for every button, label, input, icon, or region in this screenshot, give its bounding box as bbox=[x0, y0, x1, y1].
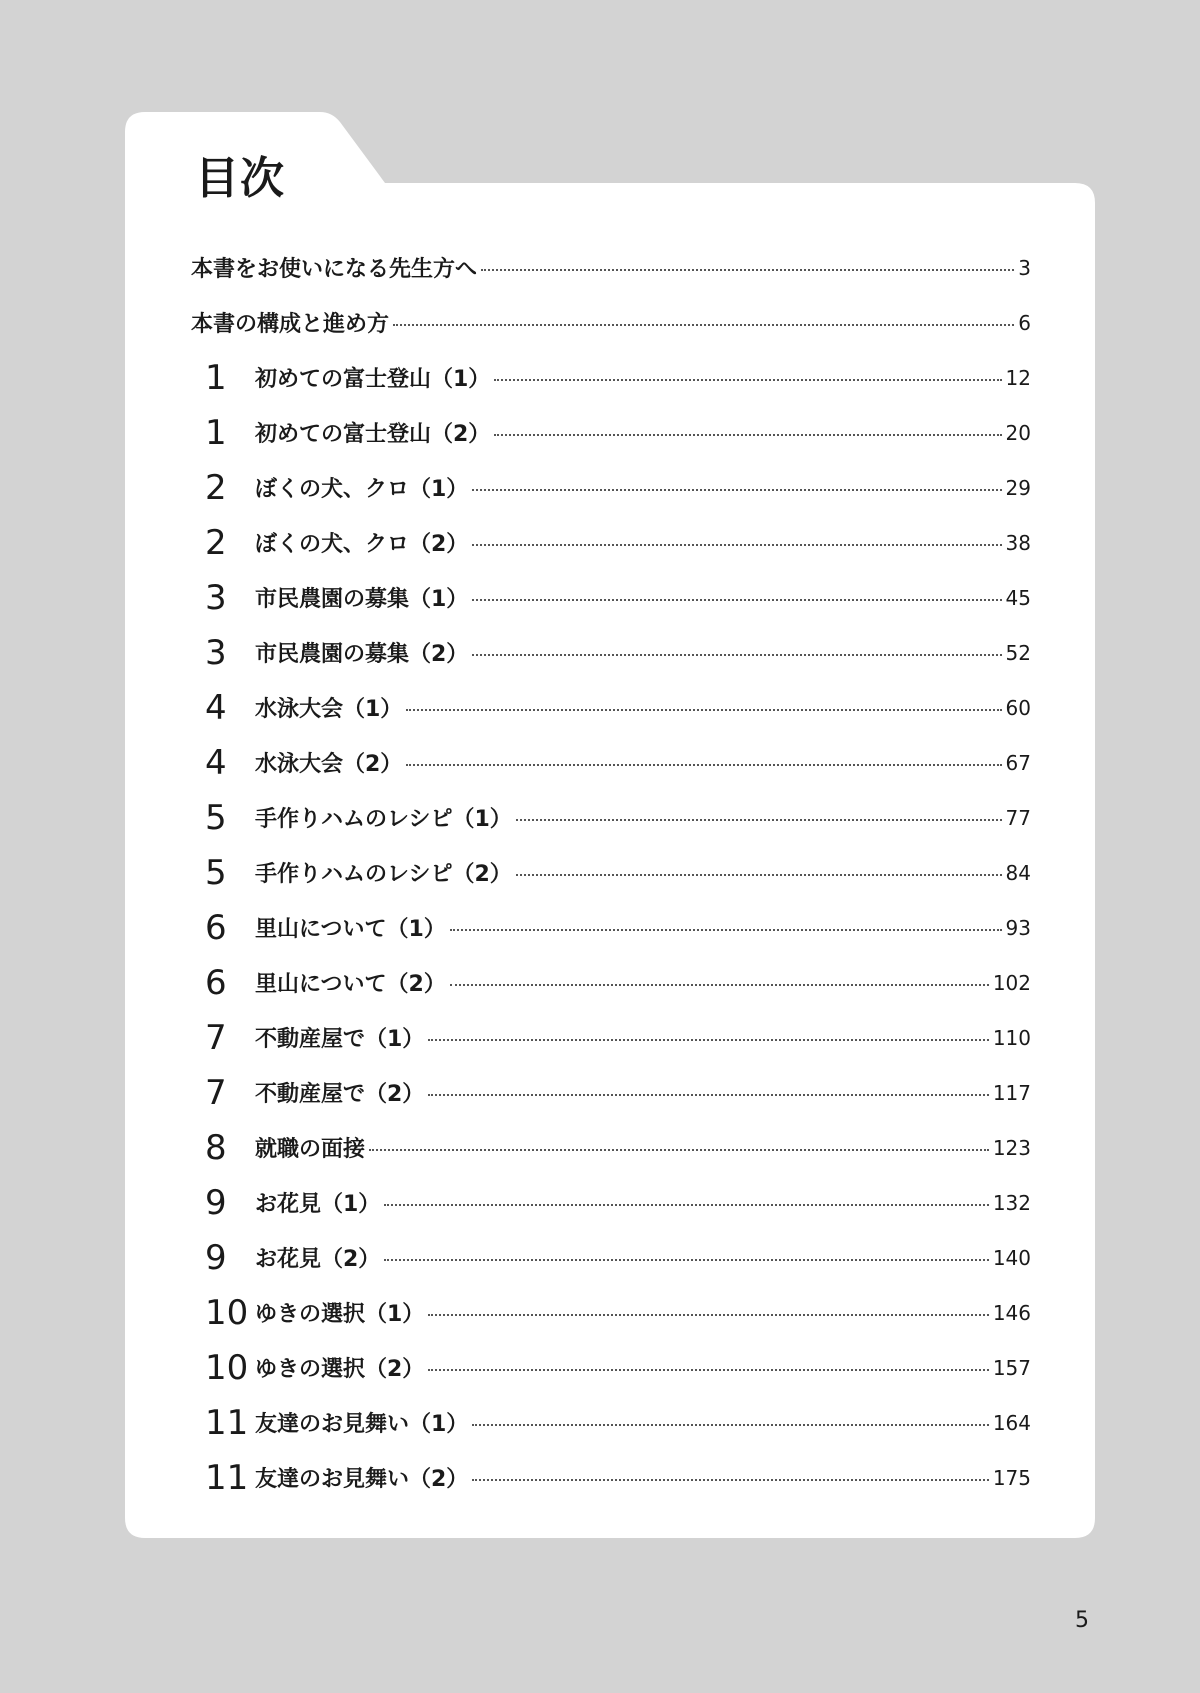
entry-title: 友達のお見舞い（1） bbox=[255, 1412, 469, 1437]
entry-title: 水泳大会（1） bbox=[255, 697, 403, 722]
entry-title: 本書をお使いになる先生方へ bbox=[191, 257, 478, 282]
entry-page-number: 20 bbox=[1005, 420, 1031, 445]
entry-title: 水泳大会（2） bbox=[255, 752, 403, 777]
entry-page-number: 3 bbox=[1018, 255, 1031, 280]
toc-entry[interactable] bbox=[191, 570, 1031, 625]
entry-page-number: 45 bbox=[1005, 585, 1031, 610]
toc-entry[interactable] bbox=[191, 1065, 1031, 1120]
lesson-number: 4 bbox=[205, 742, 227, 783]
dotted-leader bbox=[384, 1259, 989, 1261]
entry-page-number: 67 bbox=[1005, 750, 1031, 775]
lesson-number: 3 bbox=[205, 577, 227, 618]
toc-entry[interactable] bbox=[191, 625, 1031, 680]
lesson-number: 1 bbox=[205, 357, 227, 398]
lesson-number: 5 bbox=[205, 797, 227, 838]
entry-page-number: 29 bbox=[1005, 475, 1031, 500]
entry-title: 里山について（2） bbox=[255, 972, 446, 997]
entry-title: ゆきの選択（1） bbox=[255, 1302, 425, 1327]
entry-title: 初めての富士登山（1） bbox=[255, 367, 491, 392]
toc-entry[interactable] bbox=[191, 1395, 1031, 1450]
entry-title: 友達のお見舞い（2） bbox=[255, 1467, 469, 1492]
toc-entry[interactable] bbox=[191, 1010, 1031, 1065]
toc-entry[interactable] bbox=[191, 1450, 1031, 1505]
toc-entry[interactable] bbox=[191, 405, 1031, 460]
entry-page-number: 102 bbox=[992, 970, 1031, 995]
entry-title: お花見（1） bbox=[255, 1192, 381, 1217]
lesson-number: 8 bbox=[205, 1127, 227, 1168]
lesson-number: 2 bbox=[205, 522, 227, 563]
entry-page-number: 123 bbox=[992, 1135, 1031, 1160]
dotted-leader bbox=[472, 599, 1001, 601]
toc-entry[interactable] bbox=[191, 735, 1031, 790]
dotted-leader bbox=[406, 709, 1001, 711]
toc-entry[interactable] bbox=[191, 460, 1031, 515]
dotted-leader bbox=[428, 1314, 989, 1316]
lesson-number: 6 bbox=[205, 907, 227, 948]
dotted-leader bbox=[393, 324, 1014, 326]
entry-page-number: 12 bbox=[1005, 365, 1031, 390]
dotted-leader bbox=[384, 1204, 989, 1206]
toc-entry[interactable] bbox=[191, 1230, 1031, 1285]
entry-title: ぼくの犬、クロ（2） bbox=[255, 532, 469, 557]
toc-entry[interactable] bbox=[191, 350, 1031, 405]
toc-entry[interactable] bbox=[191, 790, 1031, 845]
lesson-number: 10 bbox=[205, 1292, 249, 1333]
entry-page-number: 93 bbox=[1005, 915, 1031, 940]
entry-title: 里山について（1） bbox=[255, 917, 446, 942]
lesson-number: 4 bbox=[205, 687, 227, 728]
lesson-number: 6 bbox=[205, 962, 227, 1003]
lesson-number: 7 bbox=[205, 1072, 227, 1113]
entry-title: ぼくの犬、クロ（1） bbox=[255, 477, 469, 502]
dotted-leader bbox=[472, 544, 1001, 546]
lesson-number: 1 bbox=[205, 412, 227, 453]
entry-title: 市民農園の募集（2） bbox=[255, 642, 469, 667]
entry-title: 本書の構成と進め方 bbox=[191, 312, 390, 337]
page-number: 5 bbox=[1075, 1608, 1089, 1633]
page-title: 目次 bbox=[195, 153, 285, 204]
entry-title: 不動産屋で（1） bbox=[255, 1027, 425, 1052]
entry-page-number: 77 bbox=[1005, 805, 1031, 830]
entry-title: 市民農園の募集（1） bbox=[255, 587, 469, 612]
lesson-number: 7 bbox=[205, 1017, 227, 1058]
dotted-leader bbox=[472, 489, 1001, 491]
toc-entry[interactable] bbox=[191, 900, 1031, 955]
entry-title: 手作りハムのレシピ（2） bbox=[255, 862, 512, 887]
entry-page-number: 164 bbox=[992, 1410, 1031, 1435]
entry-page-number: 132 bbox=[992, 1190, 1031, 1215]
dotted-leader bbox=[516, 874, 1002, 876]
entry-page-number: 157 bbox=[992, 1355, 1031, 1380]
toc-entry[interactable] bbox=[191, 1120, 1031, 1175]
toc-entry[interactable] bbox=[191, 240, 1031, 295]
entry-page-number: 6 bbox=[1018, 310, 1031, 335]
dotted-leader bbox=[472, 654, 1001, 656]
lesson-number: 11 bbox=[205, 1457, 249, 1498]
entry-page-number: 175 bbox=[992, 1465, 1031, 1490]
toc-entry[interactable] bbox=[191, 955, 1031, 1010]
dotted-leader bbox=[428, 1039, 989, 1041]
table-of-contents bbox=[191, 240, 1031, 1505]
entry-page-number: 38 bbox=[1005, 530, 1031, 555]
toc-entry[interactable] bbox=[191, 680, 1031, 735]
dotted-leader bbox=[369, 1149, 989, 1151]
entry-title: 初めての富士登山（2） bbox=[255, 422, 491, 447]
dotted-leader bbox=[494, 434, 1001, 436]
entry-page-number: 140 bbox=[992, 1245, 1031, 1270]
entry-page-number: 60 bbox=[1005, 695, 1031, 720]
entry-title: ゆきの選択（2） bbox=[255, 1357, 425, 1382]
dotted-leader bbox=[428, 1094, 989, 1096]
dotted-leader bbox=[450, 929, 1002, 931]
entry-page-number: 84 bbox=[1005, 860, 1031, 885]
dotted-leader bbox=[472, 1479, 989, 1481]
lesson-number: 5 bbox=[205, 852, 227, 893]
entry-title: 手作りハムのレシピ（1） bbox=[255, 807, 512, 832]
dotted-leader bbox=[516, 819, 1002, 821]
toc-entry[interactable] bbox=[191, 1340, 1031, 1395]
lesson-number: 10 bbox=[205, 1347, 249, 1388]
dotted-leader bbox=[472, 1424, 989, 1426]
entry-page-number: 110 bbox=[992, 1025, 1031, 1050]
lesson-number: 9 bbox=[205, 1237, 227, 1278]
entry-title: 不動産屋で（2） bbox=[255, 1082, 425, 1107]
lesson-number: 11 bbox=[205, 1402, 249, 1443]
entry-page-number: 146 bbox=[992, 1300, 1031, 1325]
dotted-leader bbox=[450, 984, 989, 986]
toc-entry[interactable] bbox=[191, 1285, 1031, 1340]
dotted-leader bbox=[406, 764, 1001, 766]
toc-entry[interactable] bbox=[191, 515, 1031, 570]
lesson-number: 9 bbox=[205, 1182, 227, 1223]
lesson-number: 2 bbox=[205, 467, 227, 508]
dotted-leader bbox=[428, 1369, 989, 1371]
toc-entry[interactable] bbox=[191, 845, 1031, 900]
dotted-leader bbox=[481, 269, 1014, 271]
dotted-leader bbox=[494, 379, 1001, 381]
toc-card bbox=[125, 112, 1095, 1538]
toc-entry[interactable] bbox=[191, 295, 1031, 350]
entry-title: お花見（2） bbox=[255, 1247, 381, 1272]
lesson-number: 3 bbox=[205, 632, 227, 673]
entry-page-number: 52 bbox=[1005, 640, 1031, 665]
toc-entry[interactable] bbox=[191, 1175, 1031, 1230]
entry-title: 就職の面接 bbox=[255, 1137, 366, 1162]
entry-page-number: 117 bbox=[992, 1080, 1031, 1105]
